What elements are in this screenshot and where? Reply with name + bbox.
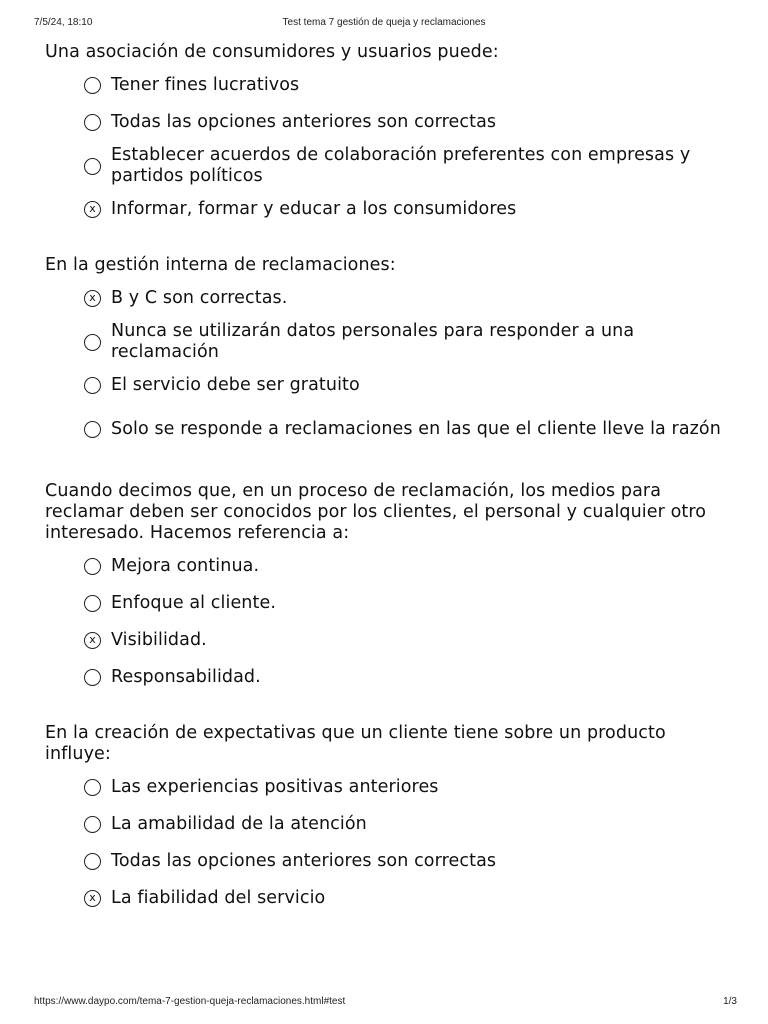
option-3b[interactable] (84, 589, 725, 618)
print-header (0, 17, 768, 31)
radio-button-icon[interactable] (84, 595, 101, 612)
option-1d[interactable] (84, 195, 725, 224)
radio-button-icon[interactable] (84, 669, 101, 686)
radio-button-icon[interactable] (84, 158, 101, 175)
radio-button-icon[interactable] (84, 377, 101, 394)
option-label: Tener fines lucrativos (111, 75, 300, 95)
option-4d[interactable] (84, 884, 725, 913)
radio-button-icon[interactable] (84, 77, 101, 94)
print-date: 7/5/24, 18:10 (34, 17, 93, 28)
option-label: Visibilidad. (111, 630, 207, 650)
option-3c[interactable] (84, 626, 725, 655)
option-label: Solo se responde a reclamaciones en las que el cliente lleve la razón (111, 418, 721, 439)
option-label: El servicio debe ser gratuito (111, 375, 360, 395)
option-label: Enfoque al cliente. (111, 593, 276, 613)
question-text: En la gestión interna de reclamaciones: (45, 255, 396, 275)
radio-button-icon[interactable] (84, 558, 101, 575)
option-label: La fiabilidad del servicio (111, 888, 326, 908)
radio-button-icon[interactable] (84, 114, 101, 131)
option-label: Responsabilidad. (111, 667, 261, 687)
option-label: Establecer acuerdos de colaboración preferentes con empresas y partidos políticos (111, 145, 691, 186)
option-4a[interactable] (84, 773, 725, 802)
option-label: Todas las opciones anteriores son correctas (111, 112, 497, 132)
print-footer (0, 996, 768, 1010)
question-text: En la creación de expectativas que un cliente tiene sobre un producto influye: (45, 723, 666, 764)
option-2c[interactable] (84, 371, 725, 400)
radio-button-icon[interactable]: x (84, 890, 101, 907)
question-text: Una asociación de consumidores y usuarios puede: (45, 42, 499, 62)
option-2b[interactable] (84, 321, 725, 363)
radio-button-icon[interactable] (84, 421, 101, 438)
quiz-questions (45, 42, 725, 944)
option-2a[interactable] (84, 284, 725, 313)
option-label: Mejora continua. (111, 556, 260, 576)
option-4c[interactable] (84, 847, 725, 876)
question-3 (45, 481, 725, 692)
radio-button-icon[interactable] (84, 334, 101, 351)
option-3d[interactable] (84, 663, 725, 692)
print-url: https://www.daypo.com/tema-7-gestion-queja-reclamaciones.html#test (34, 996, 346, 1007)
page-number: 1/3 (723, 996, 737, 1007)
question-text: Cuando decimos que, en un proceso de reclamación, los medios para reclamar deben ser conocidos por los clientes, el personal y cualquier otro interesado. Hacemos referencia a: (45, 481, 707, 543)
radio-button-icon[interactable]: x (84, 290, 101, 307)
option-label: La amabilidad de la atención (111, 814, 367, 834)
option-label: Las experiencias positivas anteriores (111, 777, 439, 797)
radio-button-icon[interactable] (84, 816, 101, 833)
question-1 (45, 42, 725, 224)
option-4b[interactable] (84, 810, 725, 839)
option-1b[interactable] (84, 108, 725, 137)
radio-button-icon[interactable]: x (84, 201, 101, 218)
option-label: Todas las opciones anteriores son correctas (111, 851, 497, 871)
print-page-title: Test tema 7 gestión de queja y reclamaciones (282, 17, 486, 28)
radio-button-icon[interactable] (84, 853, 101, 870)
option-label: B y C son correctas. (111, 288, 288, 308)
question-4 (45, 723, 725, 913)
option-1a[interactable] (84, 71, 725, 100)
radio-button-icon[interactable] (84, 779, 101, 796)
option-1c[interactable] (84, 145, 725, 187)
question-2 (45, 255, 725, 450)
option-2d[interactable] (84, 408, 725, 450)
option-label: Nunca se utilizarán datos personales para responder a una reclamación (111, 321, 635, 362)
option-3a[interactable] (84, 552, 725, 581)
radio-button-icon[interactable]: x (84, 632, 101, 649)
option-label: Informar, formar y educar a los consumidores (111, 199, 517, 219)
